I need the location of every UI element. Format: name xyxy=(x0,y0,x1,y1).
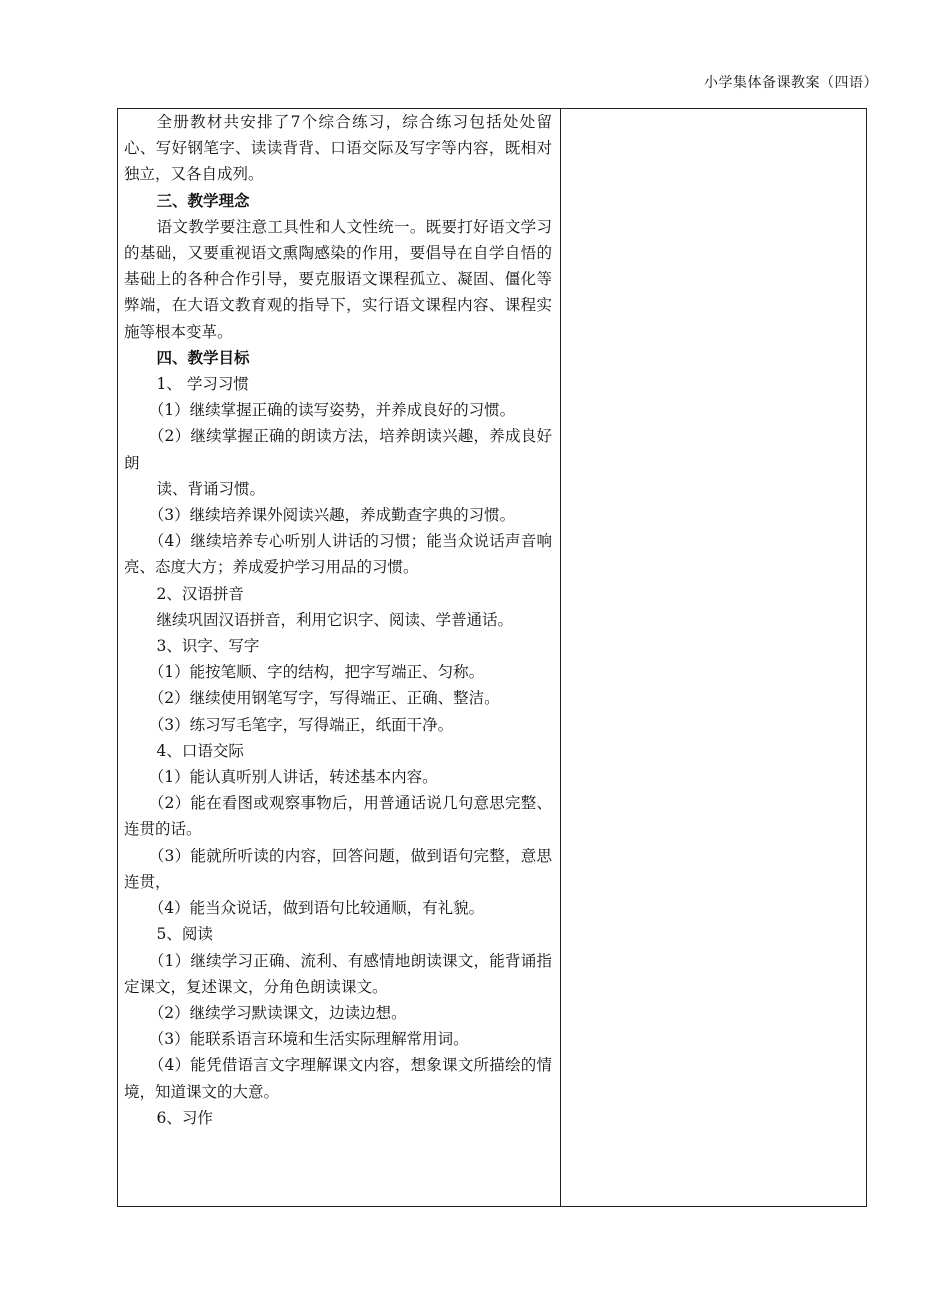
list-item: （2）继续掌握正确的朗读方法，培养朗读兴趣，养成良好朗 xyxy=(124,427,552,472)
subheading: 3、识字、写字 xyxy=(156,637,260,656)
subheading: 6、习作 xyxy=(156,1108,213,1127)
list-item: （4）继续培养专心听别人讲话的习惯；能当众说话声音响亮、态度大方；养成爱护学习用品的习惯。 xyxy=(124,532,552,577)
list-item: 读、背诵习惯。 xyxy=(156,479,266,498)
list-item: （2）能在看图或观察事物后，用普通话说几句意思完整、连贯的话。 xyxy=(124,794,552,839)
list-item: （1）继续掌握正确的读写姿势，并养成良好的习惯。 xyxy=(148,401,516,420)
lesson-plan-table xyxy=(117,108,867,1207)
subheading: 2、汉语拼音 xyxy=(156,584,244,603)
subheading: 4、口语交际 xyxy=(156,741,244,760)
paragraph: 全册教材共安排了7个综合练习，综合练习包括处处留心、写好钢笔字、读读背背、口语交际及写字等内容，既相对独立，又各自成列。 xyxy=(124,113,552,184)
notes-cell xyxy=(561,109,866,1206)
list-item: （1）能按笔顺、字的结构，把字写端正、匀称。 xyxy=(148,663,485,682)
page-header: 小学集体备课教案（四语） xyxy=(704,75,878,91)
content-cell xyxy=(124,109,552,1131)
subheading: 1、 学习习惯 xyxy=(156,375,249,394)
list-item: （3）继续培养课外阅读兴趣，养成勤查字典的习惯。 xyxy=(148,506,516,525)
list-item: 继续巩固汉语拼音，利用它识字、阅读、学普通话。 xyxy=(156,610,514,629)
list-item: （1）继续学习正确、流利、有感情地朗读课文，能背诵指定课文，复述课文，分角色朗读课文。 xyxy=(124,951,552,996)
list-item: （4）能凭借语言文字理解课文内容，想象课文所描绘的情境，知道课文的大意。 xyxy=(124,1056,552,1101)
section-heading: 四、教学目标 xyxy=(156,347,250,367)
paragraph: 语文教学要注意工具性和人文性统一。既要打好语文学习的基础，又要重视语文熏陶感染的作用，要倡导在自学自悟的基础上的各种合作引导，要克服语文课程孤立、凝固、僵化等弊端，在大语文教育观的指导下，实行语文课程内容、课程实施等根本变革。 xyxy=(124,217,552,341)
subheading: 5、阅读 xyxy=(156,925,213,944)
list-item: （1）能认真听别人讲话，转述基本内容。 xyxy=(148,768,438,787)
section-heading: 三、教学理念 xyxy=(156,190,250,210)
list-item: （2）继续学习默读课文，边读边想。 xyxy=(148,1003,407,1022)
list-item: （3）能就所听读的内容，回答问题，做到语句完整，意思连贯， xyxy=(124,846,552,891)
list-item: （3）能联系语言环境和生活实际理解常用词。 xyxy=(148,1030,469,1049)
list-item: （4）能当众说话，做到语句比较通顺，有礼貌。 xyxy=(148,899,485,918)
list-item: （2）继续使用钢笔写字，写得端正、正确、整洁。 xyxy=(148,689,500,708)
list-item: （3）练习写毛笔字，写得端正，纸面干净。 xyxy=(148,715,454,734)
